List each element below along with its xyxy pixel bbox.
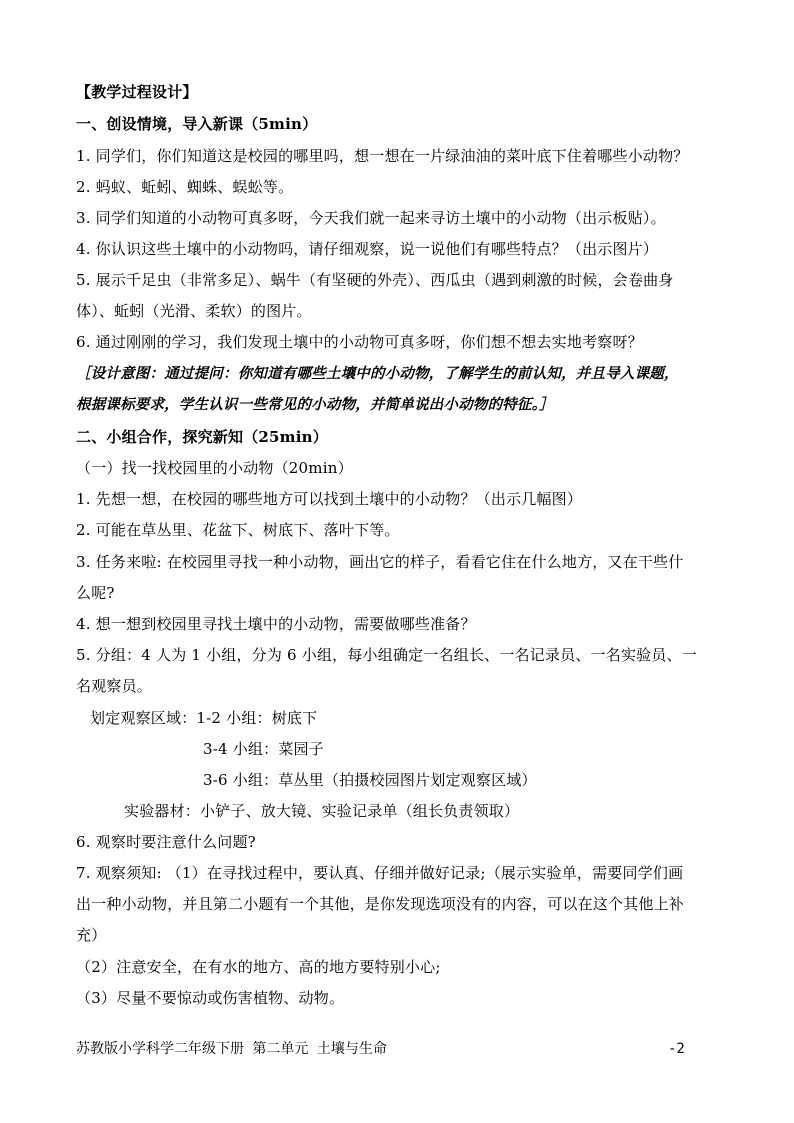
list-item: 出一种小动物，并且第二小题有一个其他，是你发现选项没有的内容，可以在这个其他上补 — [76, 895, 685, 913]
list-item: 4. 想一想到校园里寻找土壤中的小动物，需要做哪些准备？ — [76, 615, 476, 633]
page-number: -2 — [668, 1041, 685, 1057]
list-item: 3. 任务来啦: 在校园里寻找一种小动物，画出它的样子，看看它住在什么地方，又在干些什 — [76, 553, 684, 571]
list-item: 体）、蚯蚓（光滑、柔软）的图片。 — [76, 302, 312, 320]
zone-assignment: 划定观察区域：1-2 小组：树底下 — [90, 709, 318, 727]
list-item: 2. 可能在草丛里、花盆下、树底下、落叶下等。 — [76, 521, 400, 539]
list-item: 6. 通过刚刚的学习，我们发现土壤中的小动物可真多呀，你们想不想去实地考察呀？ — [76, 333, 643, 351]
list-item: 5. 展示千足虫（非常多足）、蜗牛（有坚硬的外壳）、西瓜虫（遇到刺激的时候，会卷曲身 — [76, 271, 674, 289]
list-item: （3）尽量不要惊动或伤害植物、动物。 — [76, 989, 345, 1007]
footer-title: 苏教版小学科学二年级下册 第二单元 土壤与生命 — [76, 1041, 387, 1057]
list-item: 充） — [76, 926, 107, 944]
subsection-title: （一）找一找校园里的小动物（20min） — [76, 459, 353, 477]
list-item: 6. 观察时要注意什么问题? — [76, 833, 256, 851]
section1-title: 一、创设情境，导入新课（5min） — [76, 115, 318, 133]
heading: 【教学过程设计】 — [76, 83, 198, 101]
design-intent: ［设计意图：通过提问：你知道有哪些土壤中的小动物，了解学生的前认知，并且导入课题， — [76, 365, 679, 382]
list-item: 名观察员。 — [76, 677, 153, 695]
list-item: 么呢? — [76, 584, 115, 602]
list-item: 2. 蚂蚁、蚯蚓、蜘蛛、蜈蚣等。 — [76, 178, 294, 196]
list-item: （2）注意安全，在有水的地方、高的地方要特别小心; — [76, 958, 441, 976]
section2-title: 二、小组合作，探究新知（25min） — [76, 428, 328, 446]
list-item: 4. 你认识这些土壤中的小动物吗，请仔细观察，说一说他们有哪些特点？（出示图片） — [76, 240, 659, 258]
list-item: 1. 同学们，你们知道这是校园的哪里吗，想一想在一片绿油油的菜叶底下住着哪些小动物？ — [76, 147, 689, 165]
design-intent-cont: 根据课标要求，学生认识一些常见的小动物，并简单说出小动物的特征。］ — [76, 396, 554, 413]
zone-assignment: 3-6 小组：草丛里（拍摄校园图片划定观察区域） — [203, 771, 537, 789]
zone-assignment: 3-4 小组：菜园子 — [203, 740, 324, 758]
list-item: 7. 观察须知: （1）在寻找过程中，要认真、仔细并做好记录;（展示实验单，需要同学们画 — [76, 864, 684, 882]
list-item: 5. 分组：4 人为 1 小组，分为 6 小组，每小组确定一名组长、一名记录员、一名实验员、一 — [76, 646, 697, 664]
list-item: 1. 先想一想，在校园的哪些地方可以找到土壤中的小动物？（出示几幅图） — [76, 490, 583, 508]
equipment-list: 实验器材：小铲子、放大镜、实验记录单（组长负责领取） — [124, 802, 520, 820]
list-item: 3. 同学们知道的小动物可真多呀，今天我们就一起来寻访土壤中的小动物（出示板贴）。 — [76, 209, 666, 227]
